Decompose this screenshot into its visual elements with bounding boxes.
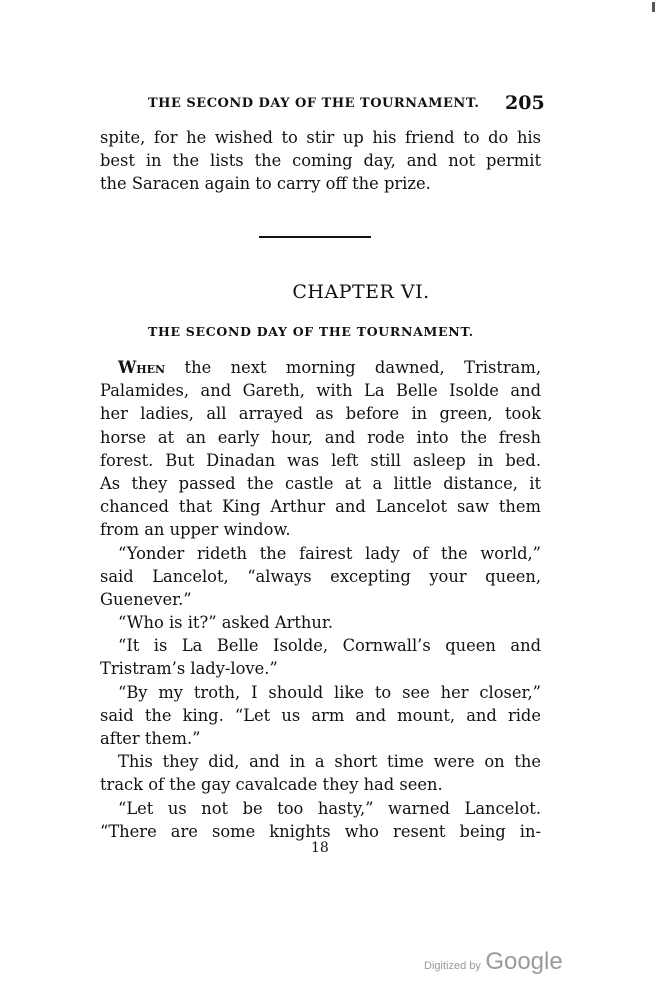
watermark-small: Digitized by: [424, 960, 481, 972]
chapter-title: CHAPTER VI.: [292, 281, 430, 303]
text-line: “Who is it?” asked Arthur.: [118, 613, 334, 633]
text-line: “There are some knights who resent being in-: [100, 821, 541, 841]
text-line: her ladies, all arrayed as before in green, took: [100, 404, 541, 424]
scan-edge-mark: [652, 2, 655, 12]
text-line: from an upper window.: [100, 520, 291, 540]
running-head: [148, 92, 545, 114]
text-line: after them.”: [100, 729, 201, 748]
first-line-rest: the next morning dawned, Tristram,: [165, 358, 541, 377]
text-line: said the king. “Let us arm and mount, and ride: [100, 705, 541, 725]
text-line: Guenever.”: [100, 589, 192, 609]
text-line: [100, 356, 541, 379]
chapter-body: [100, 356, 541, 843]
text-line: “By my troth, I should like to see her closer,”: [118, 682, 541, 702]
lead-word: When: [118, 358, 166, 377]
text-line: Tristram’s lady-love.”: [100, 659, 278, 679]
signature-mark: 18: [311, 840, 329, 856]
text-line: “Yonder rideth the fairest lady of the world,”: [118, 543, 541, 563]
text-line: This they did, and in a short time were on the: [118, 752, 541, 772]
text-line: the Saracen again to carry off the prize.: [100, 174, 431, 194]
text-line: “Let us not be too hasty,” warned Lancelot.: [118, 798, 541, 818]
text-line: said Lancelot, “always excepting your queen,: [100, 566, 541, 586]
text-line: chanced that King Arthur and Lancelot saw them: [100, 497, 541, 517]
page-number: 205: [505, 92, 545, 114]
continuation-paragraph: [100, 126, 541, 196]
text-line: forest. But Dinadan was left still asleep in bed.: [100, 450, 541, 470]
section-divider: [259, 236, 371, 238]
text-line: track of the gay cavalcade they had seen.: [100, 775, 443, 795]
text-line: horse at an early hour, and rode into the fresh: [100, 427, 541, 447]
text-line: As they passed the castle at a little distance, it: [100, 473, 541, 493]
running-title: THE SECOND DAY OF THE TOURNAMENT.: [148, 96, 480, 111]
text-line: Palamides, and Gareth, with La Belle Isolde and: [100, 381, 541, 401]
text-line: “It is La Belle Isolde, Cornwall’s queen and: [118, 636, 541, 656]
text-line: best in the lists the coming day, and not permit: [100, 151, 541, 171]
watermark-logo: Google: [485, 948, 563, 975]
chapter-subtitle: THE SECOND DAY OF THE TOURNAMENT.: [148, 324, 474, 339]
text-line: spite, for he wished to stir up his friend to do his: [100, 128, 541, 147]
digitization-watermark: [424, 948, 563, 976]
